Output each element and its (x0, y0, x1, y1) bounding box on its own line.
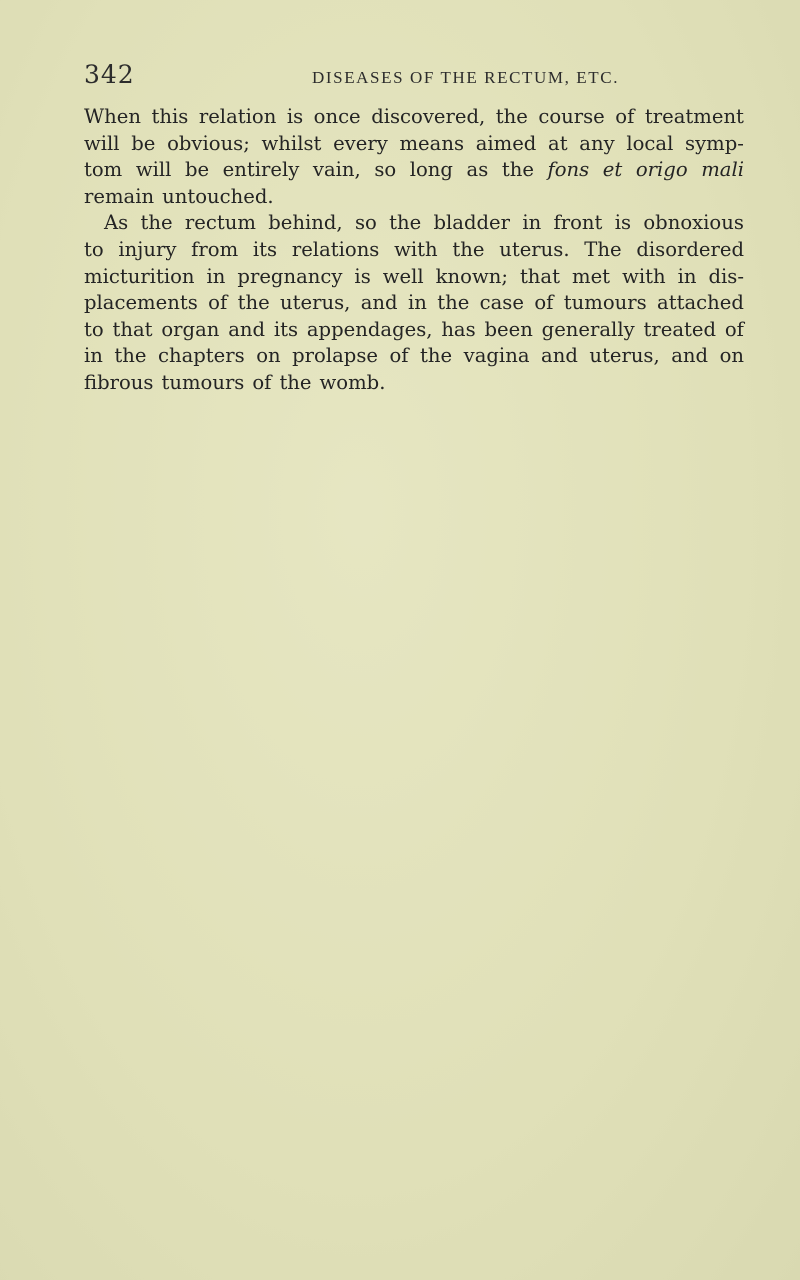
text-line (84, 343, 744, 370)
text-line (84, 157, 744, 184)
text-line (84, 237, 744, 264)
word: of (534, 291, 554, 315)
word: placements (84, 291, 198, 315)
word: of (724, 317, 744, 341)
word: course (538, 105, 605, 128)
word: the (140, 211, 173, 235)
word: the (437, 291, 470, 315)
word: obvious; (167, 131, 250, 155)
word: treatment (644, 105, 744, 128)
word: appendages, (306, 317, 433, 341)
word: to (84, 317, 104, 341)
text-line (84, 290, 744, 317)
page-header (84, 60, 744, 100)
word: be (131, 131, 156, 155)
word: organ (161, 317, 220, 341)
word: discovered, (371, 105, 486, 128)
word: its (273, 317, 299, 341)
word: from (191, 237, 239, 261)
word: has (441, 317, 476, 341)
word: aimed (475, 131, 537, 155)
word: disordered (636, 237, 744, 261)
running-head: DISEASES OF THE RECTUM, ETC. (312, 68, 620, 87)
word: front (553, 211, 603, 235)
word: in (84, 344, 103, 368)
word: behind, (268, 211, 343, 235)
word: with (394, 237, 438, 261)
word: uterus. (499, 237, 570, 261)
word: micturition (84, 264, 195, 288)
word: uterus, (280, 291, 351, 315)
word: any (579, 131, 615, 155)
word: and (671, 344, 709, 368)
word: and (360, 291, 398, 315)
word: on (256, 344, 281, 368)
word: mali (701, 158, 744, 182)
word: treated (643, 317, 717, 341)
word: so (354, 211, 377, 235)
word: bladder (433, 211, 511, 235)
word: prolapse (292, 344, 378, 368)
word: pregnancy (237, 264, 343, 288)
word: every (333, 131, 388, 155)
word: attached (657, 291, 744, 315)
word: in (522, 211, 542, 235)
word: this (151, 105, 189, 128)
word: whilst (261, 131, 322, 155)
body-text (84, 104, 744, 397)
word: the (389, 211, 422, 235)
word: the (501, 158, 534, 182)
word: obnoxious (643, 211, 744, 235)
word: of (252, 370, 272, 394)
text-line (84, 264, 744, 291)
text-line (84, 131, 744, 158)
word: tumours (563, 291, 647, 315)
word: with (622, 264, 666, 288)
word: once (313, 105, 361, 128)
word: case (479, 291, 524, 315)
word: et (602, 158, 623, 182)
text-line (84, 104, 744, 131)
word: on (719, 344, 744, 368)
word: untouched. (162, 184, 274, 208)
word: is (614, 211, 632, 235)
word: the (237, 291, 270, 315)
word: origo (635, 158, 688, 182)
word: rectum (184, 211, 256, 235)
word: dis- (708, 264, 744, 288)
word: well (382, 264, 424, 288)
word: will (84, 131, 120, 155)
word: the (452, 237, 485, 261)
word: known; (435, 264, 508, 288)
word: in (206, 264, 226, 288)
word: will (135, 158, 172, 182)
word: met (572, 264, 611, 288)
text-line (84, 370, 744, 397)
word: relations (291, 237, 380, 261)
word: remain (84, 184, 155, 208)
word: that (112, 317, 153, 341)
word: womb. (319, 370, 386, 394)
word: fibrous (84, 370, 154, 394)
word: and (228, 317, 266, 341)
word: tom (84, 158, 123, 182)
word: to (84, 237, 104, 261)
word: of (208, 291, 228, 315)
word: the (279, 370, 312, 394)
word: so (374, 158, 397, 182)
word: that (519, 264, 560, 288)
word: relation (198, 105, 277, 128)
word: entirely (222, 158, 300, 182)
word: fons (547, 158, 590, 182)
word: the (420, 344, 453, 368)
word: When (84, 105, 141, 128)
text-line (84, 184, 744, 211)
word: is (354, 264, 371, 288)
word: vain, (312, 158, 361, 182)
word: and (541, 344, 578, 368)
word: at (548, 131, 568, 155)
word: of (615, 105, 635, 128)
word: long (409, 158, 453, 182)
word: tumours (161, 370, 245, 394)
word: injury (118, 237, 177, 261)
text-line (84, 210, 744, 237)
page-number: 342 (84, 60, 135, 89)
word: in (677, 264, 697, 288)
text-line (84, 317, 744, 344)
word: be (184, 158, 210, 182)
word: symp- (685, 131, 744, 155)
word: chapters (157, 344, 245, 368)
word: is (286, 105, 304, 128)
word: local (626, 131, 674, 155)
word: uterus, (589, 344, 660, 368)
word: the (114, 344, 147, 368)
word: as (466, 158, 489, 182)
word: its (252, 237, 278, 261)
word: of (389, 344, 409, 368)
word: The (584, 237, 622, 261)
word: been (484, 317, 533, 341)
word: means (399, 131, 464, 155)
word: generally (541, 317, 635, 341)
word: As (104, 211, 129, 235)
word: in (407, 291, 427, 315)
word: the (495, 105, 528, 128)
word: vagina (463, 344, 530, 368)
